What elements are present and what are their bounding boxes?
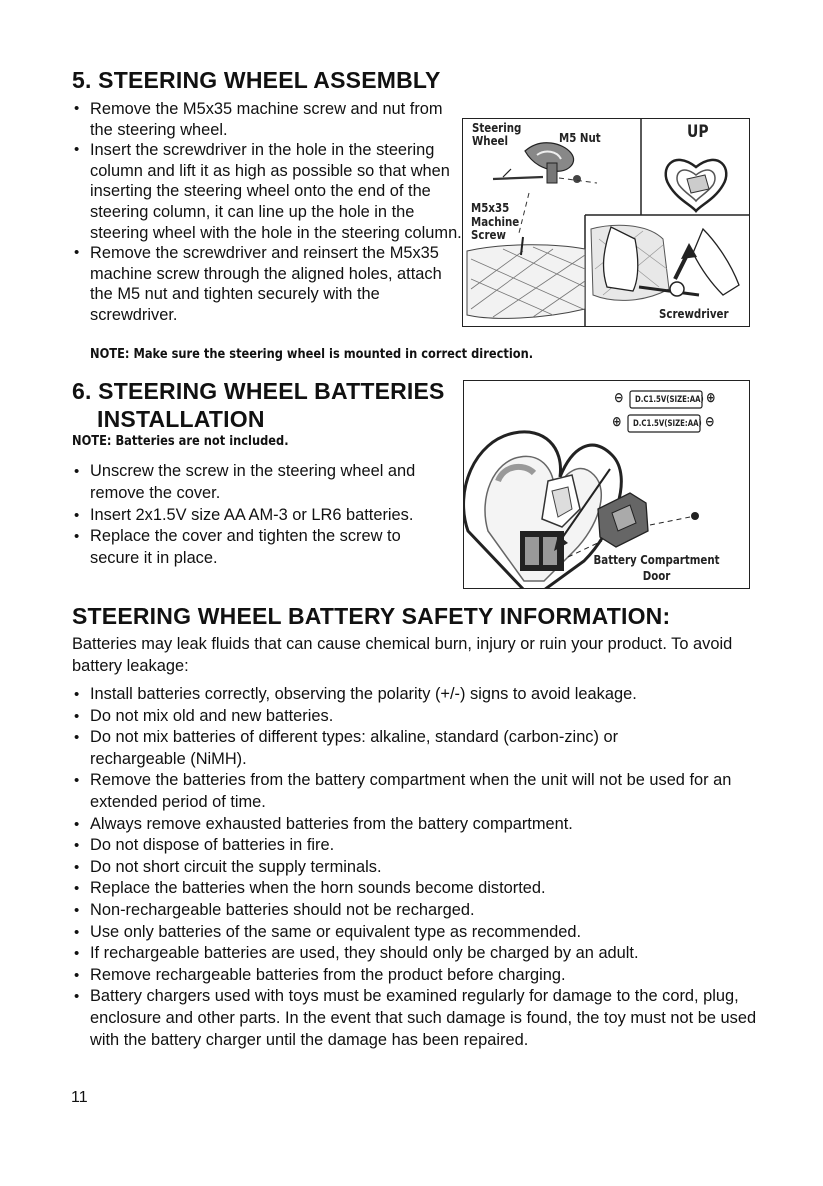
- section-6-title: [72, 377, 445, 433]
- section-5-steps: [74, 99, 462, 326]
- list-item: • Remove the screwdriver and reinsert the M5x35 machine screw through the aligned holes, attach the M5 nut and tighten securely with the screwdriver.: [74, 243, 462, 325]
- list-item: • Battery chargers used with toys must be examined regularly for damage to the cord, plug, enclosure and other parts. In the event that such damage is found, the toy must not be used with the battery charger until the damage has been repaired.: [74, 986, 764, 1051]
- list-item: • Insert the screwdriver in the hole in the steering column and lift it as high as possible so that when inserting the steering wheel onto the end of the steering column, it can line up the hole in the steering wheel with the hole in the steering column.: [74, 140, 462, 243]
- label-steering-wheel: Steering Wheel: [472, 120, 522, 148]
- list-item: • Remove the batteries from the battery compartment when the unit will not be used for an extended period of time.: [74, 770, 764, 813]
- section-5-note: NOTE: Make sure the steering wheel is mounted in correct direction.: [90, 347, 534, 362]
- list-item: • Do not dispose of batteries in fire.: [74, 835, 764, 857]
- battery-bottom-plus: ⊕: [612, 414, 622, 430]
- section-5-title: 5. STEERING WHEEL ASSEMBLY: [72, 67, 441, 93]
- battery-bottom-minus: ⊖: [705, 414, 715, 430]
- battery-top-label: D.C1.5V(SIZE:AA): [635, 395, 704, 405]
- list-item: • Do not mix old and new batteries.: [74, 706, 764, 728]
- list-item: • Use only batteries of the same or equivalent type as recommended.: [74, 922, 764, 944]
- list-item: • Remove the M5x35 machine screw and nut from the steering wheel.: [74, 99, 462, 140]
- page-number: 11: [71, 1089, 88, 1106]
- label-m5-nut: M5 Nut: [559, 130, 601, 145]
- safety-list: [74, 684, 764, 1051]
- list-item: • If rechargeable batteries are used, they should only be charged by an adult.: [74, 943, 764, 965]
- battery-installation-figure: [463, 380, 750, 589]
- list-item: • Unscrew the screw in the steering wheel and remove the cover.: [74, 461, 458, 505]
- section-6-title-line1: 6. STEERING WHEEL BATTERIES: [72, 378, 445, 404]
- list-item: • Replace the cover and tighten the screw to secure it in place.: [74, 526, 458, 570]
- battery-bottom-label: D.C1.5V(SIZE:AA): [633, 419, 702, 429]
- list-item: • Replace the batteries when the horn sounds become distorted.: [74, 878, 764, 900]
- label-up: UP: [687, 122, 709, 142]
- label-screwdriver: Screwdriver: [659, 306, 729, 321]
- list-item: • Install batteries correctly, observing the polarity (+/-) signs to avoid leakage.: [74, 684, 764, 706]
- label-machine-screw: M5x35 Machine Screw: [471, 200, 520, 242]
- label-battery-compartment-door: Battery Compartment Door: [593, 552, 720, 583]
- list-item: • Always remove exhausted batteries from the battery compartment.: [74, 814, 764, 836]
- battery-top-plus: ⊕: [706, 390, 716, 406]
- section-6-note: NOTE: Batteries are not included.: [72, 434, 289, 449]
- section-6-steps: [74, 461, 458, 570]
- list-item: • Remove rechargeable batteries from the product before charging.: [74, 965, 764, 987]
- battery-top-minus: ⊖: [614, 390, 624, 406]
- safety-title: STEERING WHEEL BATTERY SAFETY INFORMATION:: [72, 603, 671, 629]
- steering-wheel-assembly-figure: [462, 118, 750, 327]
- list-item: • Non-rechargeable batteries should not be recharged.: [74, 900, 764, 922]
- section-6-title-line2: INSTALLATION: [97, 406, 265, 432]
- safety-intro: Batteries may leak fluids that can cause chemical burn, injury or ruin your product. To avoid battery leakage:: [72, 635, 733, 675]
- list-item: • Do not mix batteries of different types: alkaline, standard (carbon-zinc) or rechargeable (NiMH).: [74, 727, 764, 770]
- list-item: • Insert 2x1.5V size AA AM-3 or LR6 batteries.: [74, 505, 458, 527]
- list-item: • Do not short circuit the supply terminals.: [74, 857, 764, 879]
